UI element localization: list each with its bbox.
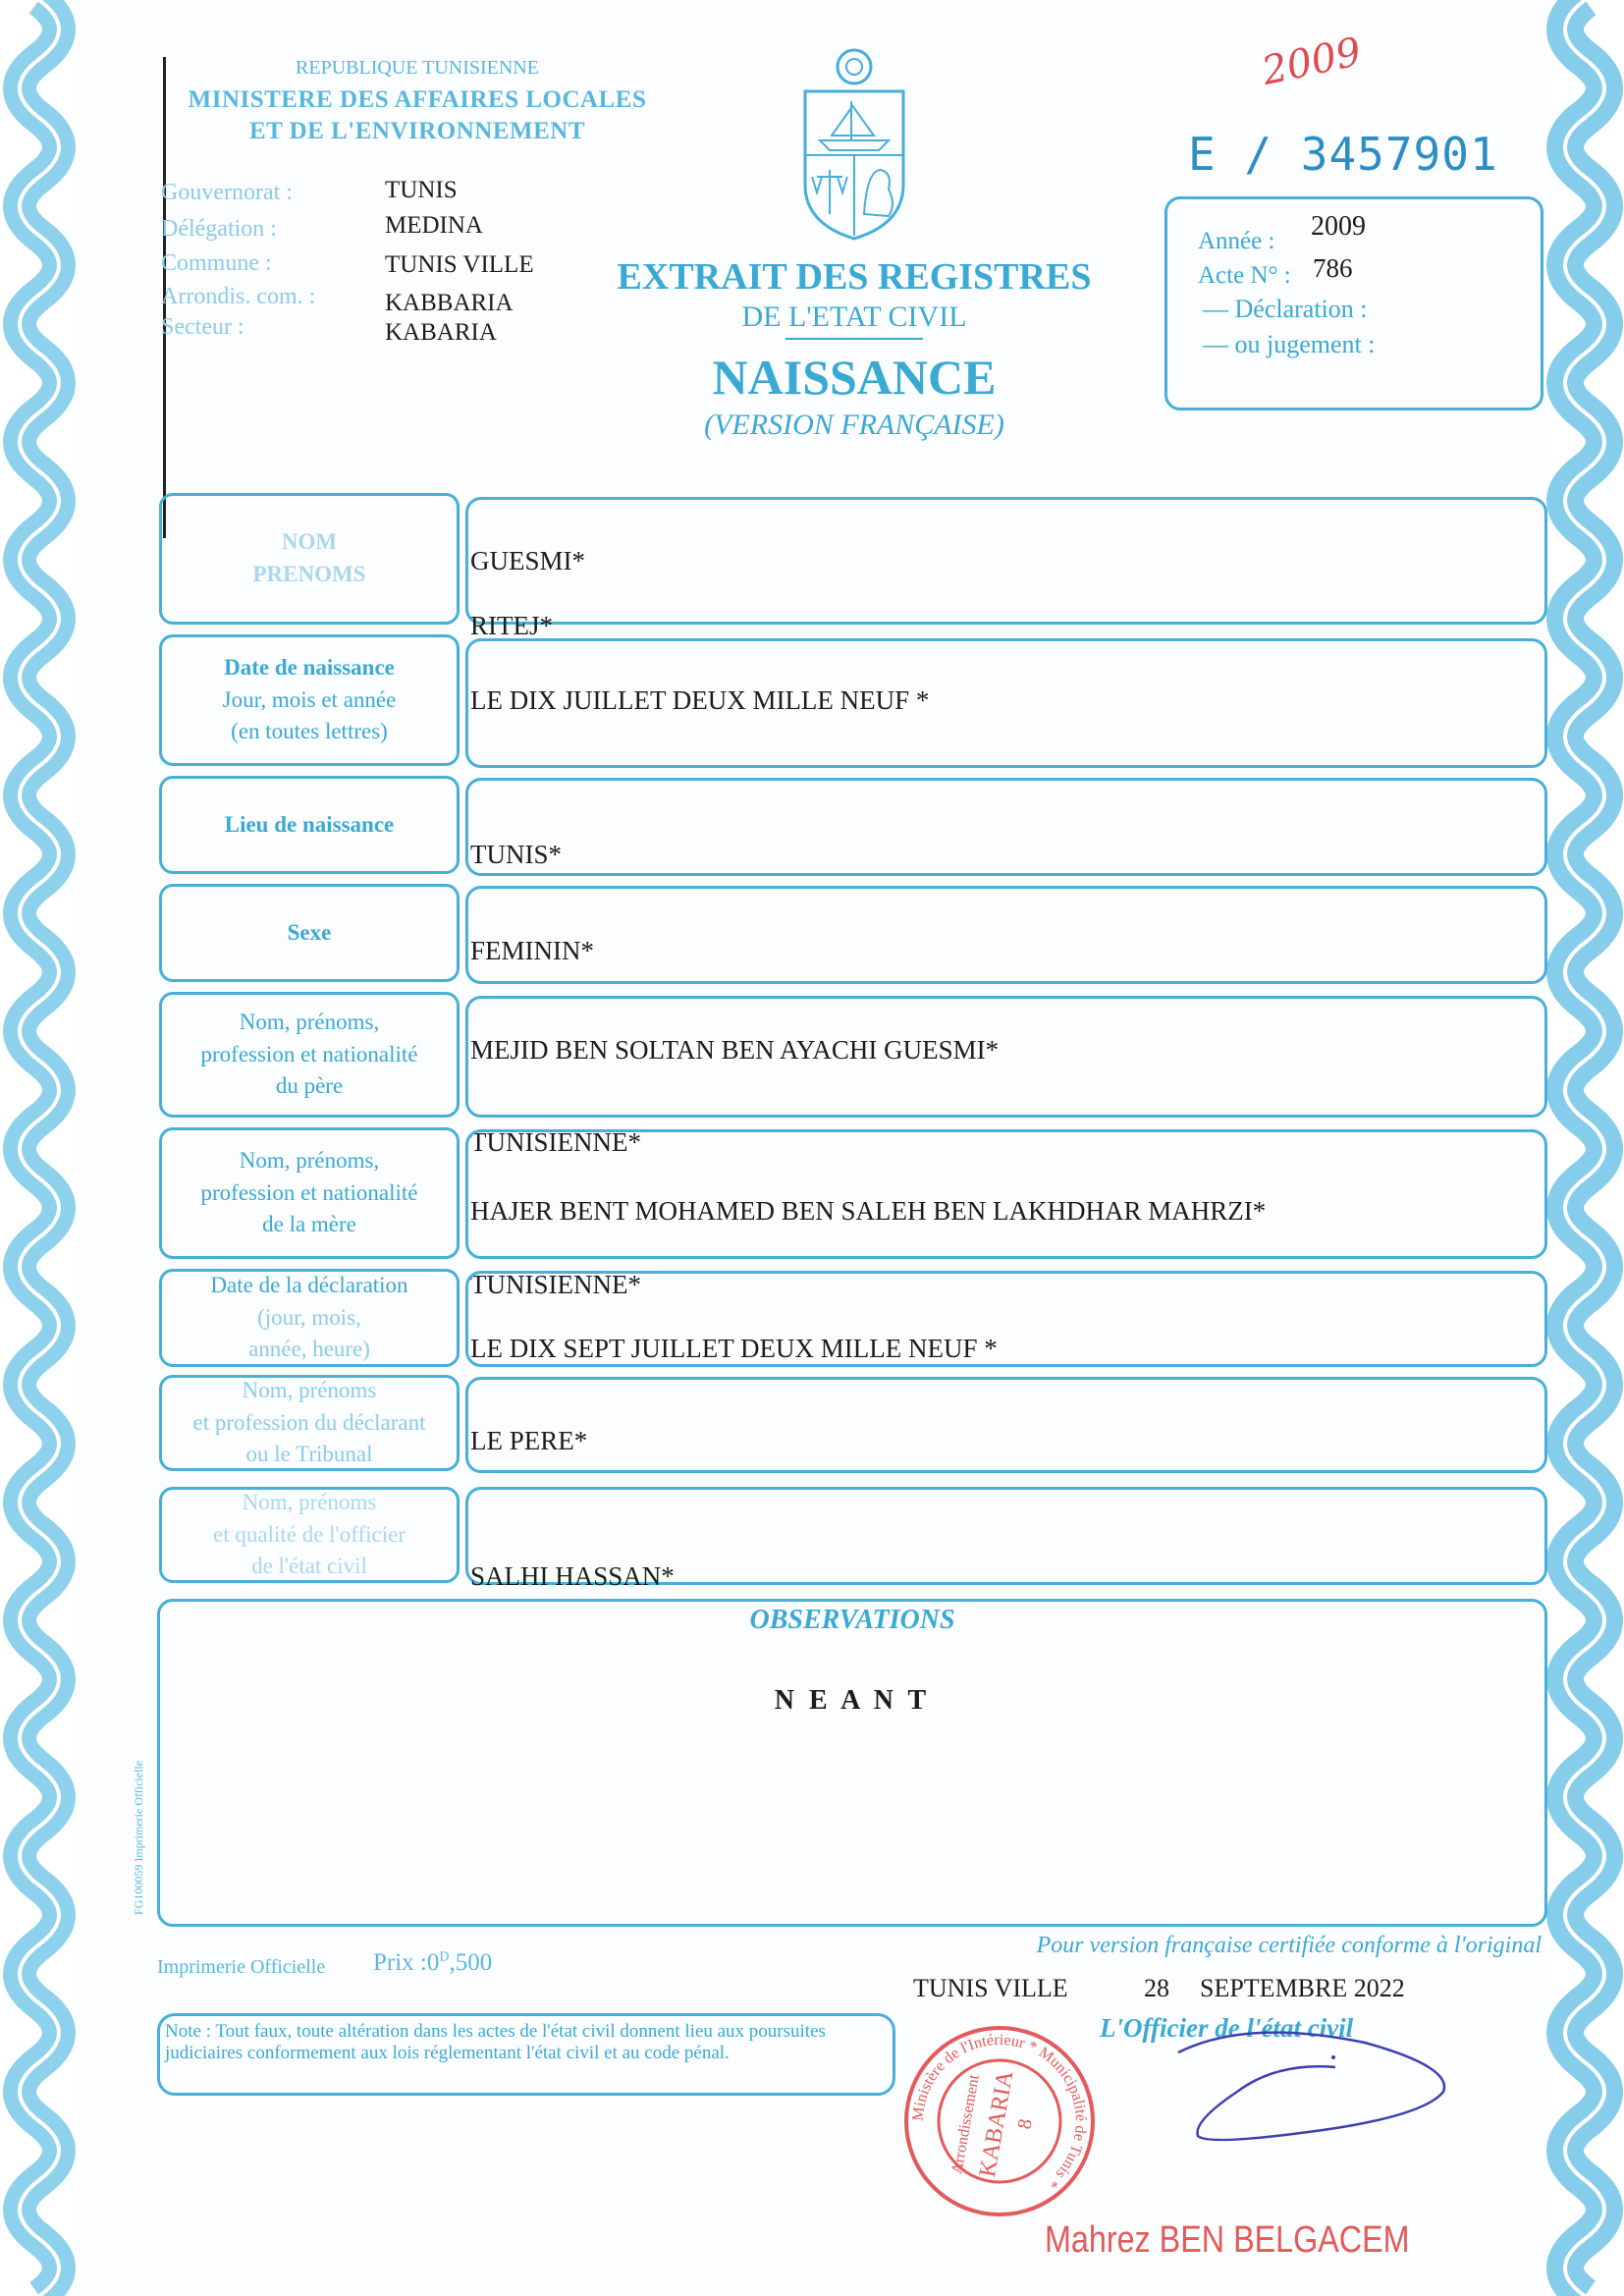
nom-label: NOM: [281, 529, 338, 555]
title-underline: [785, 338, 923, 340]
annee-label: Année :: [1198, 228, 1275, 254]
observations-value: N E A N T: [774, 1685, 931, 1716]
ministry-heading-line1: MINISTERE DES AFFAIRES LOCALES: [188, 86, 647, 113]
row-label-declarant: [159, 1375, 460, 1471]
declaration-label: — Déclaration :: [1203, 295, 1368, 323]
imprimerie-label: Imprimerie Officielle: [157, 1956, 326, 1978]
document-title-line1: EXTRAIT DES REGISTRES: [617, 256, 1092, 298]
handwritten-year: 2009: [1258, 28, 1366, 95]
officer-title: L'Officier de l'état civil: [1100, 2013, 1354, 2043]
observations-title: OBSERVATIONS: [749, 1605, 955, 1635]
lieu-value: TUNIS*: [470, 840, 562, 869]
declaration-label2: (jour, mois,: [257, 1304, 361, 1330]
stamp-inner-line3: 8: [1013, 2117, 1037, 2131]
sexe-value: FEMININ*: [470, 936, 594, 965]
annee-value: 2009: [1311, 211, 1366, 242]
row-label-officier: [159, 1487, 460, 1583]
lieu-label: Lieu de naissance: [224, 811, 395, 837]
ministry-heading-line2: ET DE L'ENVIRONNEMENT: [248, 118, 586, 144]
side-form-code: FG100059 Imprimerie Officielle: [132, 1760, 145, 1915]
date-naissance-value: LE DIX JUILLET DEUX MILLE NEUF *: [470, 685, 930, 715]
prenoms-label: PRENOMS: [252, 562, 366, 586]
stamp-inner-line2: KABARIA: [974, 2068, 1019, 2179]
republic-heading: REPUBLIQUE TUNISIENNE: [296, 57, 539, 79]
officier-value: SALHI HASSAN*: [470, 1561, 675, 1591]
declarant-label3: ou le Tribunal: [245, 1442, 373, 1467]
mere-label1: Nom, prénoms,: [239, 1148, 380, 1174]
stamp-inner-line1: Arrondissement: [948, 2073, 983, 2176]
mere-nationality: TUNISIENNE*: [470, 1270, 641, 1299]
pere-nationality: TUNISIENNE*: [470, 1127, 641, 1157]
declarant-label2: et profession du déclarant: [192, 1409, 426, 1435]
row-value-box-nom: [465, 497, 1547, 625]
place-value: TUNIS VILLE: [913, 1974, 1068, 2002]
prix-label: [373, 1949, 492, 1977]
mere-label2: profession et nationalité: [200, 1179, 418, 1205]
note-label: Note :: [165, 2021, 211, 2042]
pere-label3: du père: [275, 1073, 344, 1099]
officier-label3: de l'état civil: [251, 1554, 367, 1579]
row-label-sexe: [159, 884, 460, 982]
delegation-label: Délégation :: [161, 216, 277, 242]
certified-statement: Pour version française certifiée conforme à l'original: [1036, 1933, 1542, 1958]
gouvernorat-label: Gouvernorat :: [161, 180, 293, 205]
document-title-line2: DE L'ETAT CIVIL: [741, 301, 967, 333]
secteur-label: Secteur :: [161, 314, 244, 340]
row-label-lieu: [159, 776, 460, 874]
acte-label: Acte N° :: [1198, 262, 1291, 289]
date-naissance-sublabel2: (en toutes lettres): [231, 719, 388, 744]
tunisia-coat-of-arms-emblem: [790, 47, 918, 244]
observations-box: [157, 1599, 1547, 1927]
officer-signature: [1168, 2023, 1463, 2160]
officer-name-stamp: Mahrez BEN BELGACEM: [1045, 2219, 1410, 2261]
declaration-label1: Date de la déclaration: [210, 1273, 408, 1298]
prix-unit: D: [439, 1949, 450, 1965]
row-label-mere: [159, 1127, 460, 1259]
note-text: Tout faux, toute altération dans les actes de l'état civil donnent lieu aux poursuites judiciaires conformement aux lois réglementant l'état civil et au code pénal.: [165, 2021, 826, 2063]
jugement-label: — ou jugement :: [1203, 330, 1376, 358]
stamp-ring-text: Ministère de l'Intérieur * Municipalité de Tunis *: [909, 2031, 1090, 2192]
left-guilloche-border: [0, 0, 79, 2296]
mere-value: HAJER BENT MOHAMED BEN SALEH BEN LAKHDHAR MAHRZI*: [470, 1196, 1267, 1226]
prix-decimals: ,500: [449, 1949, 493, 1976]
acte-value: 786: [1313, 253, 1353, 283]
arrondissement-label: Arrondis. com. :: [161, 284, 316, 309]
date-naissance-label: Date de naissance: [224, 655, 395, 681]
delegation-value: MEDINA: [385, 212, 483, 239]
right-guilloche-border: [1545, 0, 1624, 2296]
declarant-value: LE PERE*: [470, 1426, 588, 1455]
row-value-box-sexe: [465, 886, 1547, 984]
serial-number: E / 3457901: [1188, 128, 1498, 181]
municipality-stamp: [901, 2023, 1098, 2219]
note-text-block: [165, 2021, 892, 2064]
row-label-date-naissance: [159, 634, 460, 766]
row-label-nom: [159, 493, 460, 625]
prenom-value: RITEJ*: [470, 611, 553, 640]
row-value-box-mere: [465, 1129, 1547, 1259]
document-kind: NAISSANCE: [712, 350, 997, 405]
gouvernorat-value: TUNIS: [385, 177, 458, 203]
declarant-label1: Nom, prénoms: [242, 1378, 377, 1403]
officier-label2: et qualité de l'officier: [213, 1521, 406, 1547]
prix-amount: Prix :0: [373, 1949, 440, 1976]
document-version: (VERSION FRANÇAISE): [704, 409, 1004, 441]
officier-label1: Nom, prénoms: [242, 1490, 377, 1515]
mere-label3: de la mère: [262, 1212, 356, 1237]
pere-label1: Nom, prénoms,: [239, 1010, 380, 1035]
sexe-label: Sexe: [287, 919, 332, 945]
month-year-value: SEPTEMBRE 2022: [1200, 1974, 1405, 2002]
day-value: 28: [1144, 1974, 1169, 2002]
pere-label2: profession et nationalité: [200, 1041, 418, 1066]
arrondissement-value: KABBARIA: [385, 290, 514, 316]
secteur-value: KABARIA: [385, 319, 497, 346]
commune-value: TUNIS VILLE: [385, 251, 534, 278]
declaration-label3: année, heure): [248, 1337, 370, 1362]
row-value-box-declarant: [465, 1377, 1547, 1473]
row-label-declaration: [159, 1269, 460, 1367]
declaration-value: LE DIX SEPT JUILLET DEUX MILLE NEUF *: [470, 1334, 998, 1363]
date-naissance-sublabel1: Jour, mois et année: [222, 686, 397, 712]
commune-label: Commune :: [161, 250, 272, 276]
nom-value: GUESMI*: [470, 546, 586, 575]
pere-value: MEJID BEN SOLTAN BEN AYACHI GUESMI*: [470, 1035, 1000, 1065]
row-label-pere: [159, 992, 460, 1118]
row-value-box-lieu: [465, 778, 1547, 876]
